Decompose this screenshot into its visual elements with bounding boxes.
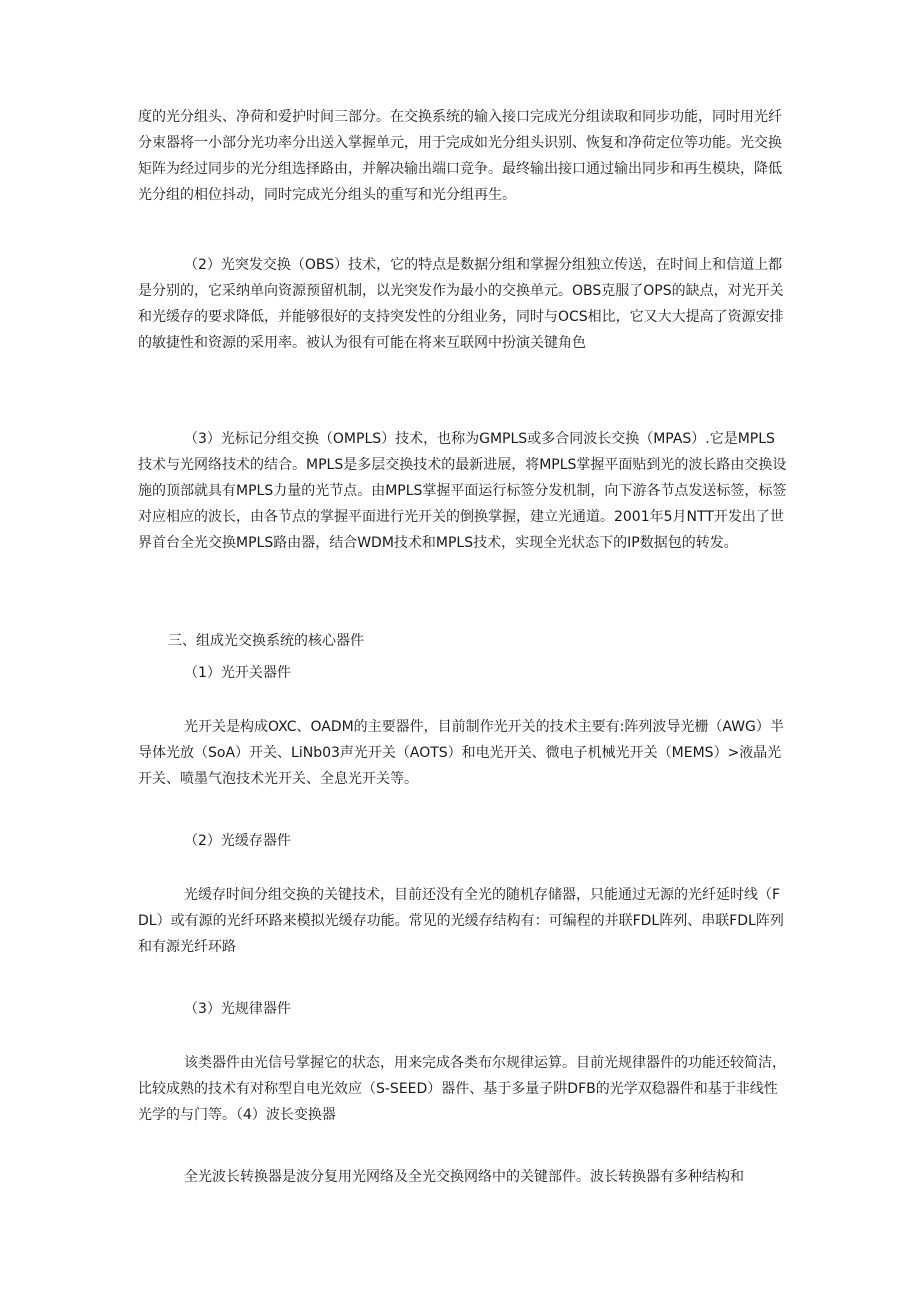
paragraph-optical-packet-structure: 度的光分组头、净荷和爱护时间三部分。在交换系统的输入接口完成光分组读取和同步功能，同时用光纤分束器将一小部分光功率分出送入掌握单元，用于完成如光分组头识别、恢复和净荷定位等功能。光交换矩阵为经过同步的光分组选择路由，并解决输出端口竞争。最终输出接口通过输出同步和再生模块，降低光分组的相位抖动，同时完成光分组头的重写和光分组再生。 [138, 109, 782, 203]
paragraph-ompls-technology: （3）光标记分组交换（OMPLS）技术，也称为GMPLS或多合同波长交换（MPAS）.它是MPLS技术与光网络技术的结合。MPLS是多层交换技术的最新进展，将MPLS掌握平面贴到光的波长路由交换设施的顶部就具有MPLS力量的光节点。由MPLS掌握平面运行标签分发机制，向下游各节点发送标签，标签对应相应的波长，由各节点的掌握平面进行光开关的倒换掌握，建立光通道。2001年5月NTT开发出了世界首台全光交换MPLS路由器，结合WDM技术和MPLS技术，实现全光状态下的IP数据包的转发。 [138, 431, 787, 551]
section-title-core-devices: 三、组成光交换系统的核心器件 [168, 633, 364, 649]
heading-optical-switch-devices: （1）光开关器件 [184, 665, 291, 681]
paragraph-optical-buffer: 光缓存时间分组交换的关键技术，目前还没有全光的随机存储器，只能通过无源的光纤延时线（FDL）或有源的光纤环路来模拟光缓存功能。常见的光缓存结构有：可编程的并联FDL阵列、串联FDL阵列和有源光纤环路 [138, 887, 784, 955]
heading-optical-buffer-devices: （2）光缓存器件 [184, 833, 291, 849]
heading-optical-logic-devices: （3）光规律器件 [184, 1001, 291, 1017]
paragraph-optical-switch: 光开关是构成OXC、OADM的主要器件，目前制作光开关的技术主要有:阵列波导光栅（AWG）半导体光放（SoA）开关、LiNb03声光开关（AOTS）和电光开关、微电子机械光开关（MEMS）>液晶光开关、喷墨气泡技术光开关、全息光开关等。 [138, 719, 784, 787]
paragraph-wavelength-converter: 全光波长转换器是波分复用光网络及全光交换网络中的关键部件。波长转换器有多种结构和 [184, 1169, 744, 1185]
paragraph-optical-logic: 该类器件由光信号掌握它的状态，用来完成各类布尔规律运算。目前光规律器件的功能还较简洁，比较成熟的技术有对称型自电光效应（S-SEED）器件、基于多量子阱DFB的光学双稳器件和基于非线性光学的与门等。（4）波长变换器 [138, 1055, 786, 1123]
paragraph-obs-technology: （2）光突发交换（OBS）技术，它的特点是数据分组和掌握分组独立传送，在时间上和信道上都是分别的，它采纳单向资源预留机制，以光突发作为最小的交换单元。OBS克服了OPS的缺点，对光开关和光缓存的要求降低，并能够很好的支持突发性的分组业务，同时与OCS相比，它又大大提高了资源安排的敏捷性和资源的采用率。被认为很有可能在将来互联网中扮演关键角色 [138, 257, 784, 351]
